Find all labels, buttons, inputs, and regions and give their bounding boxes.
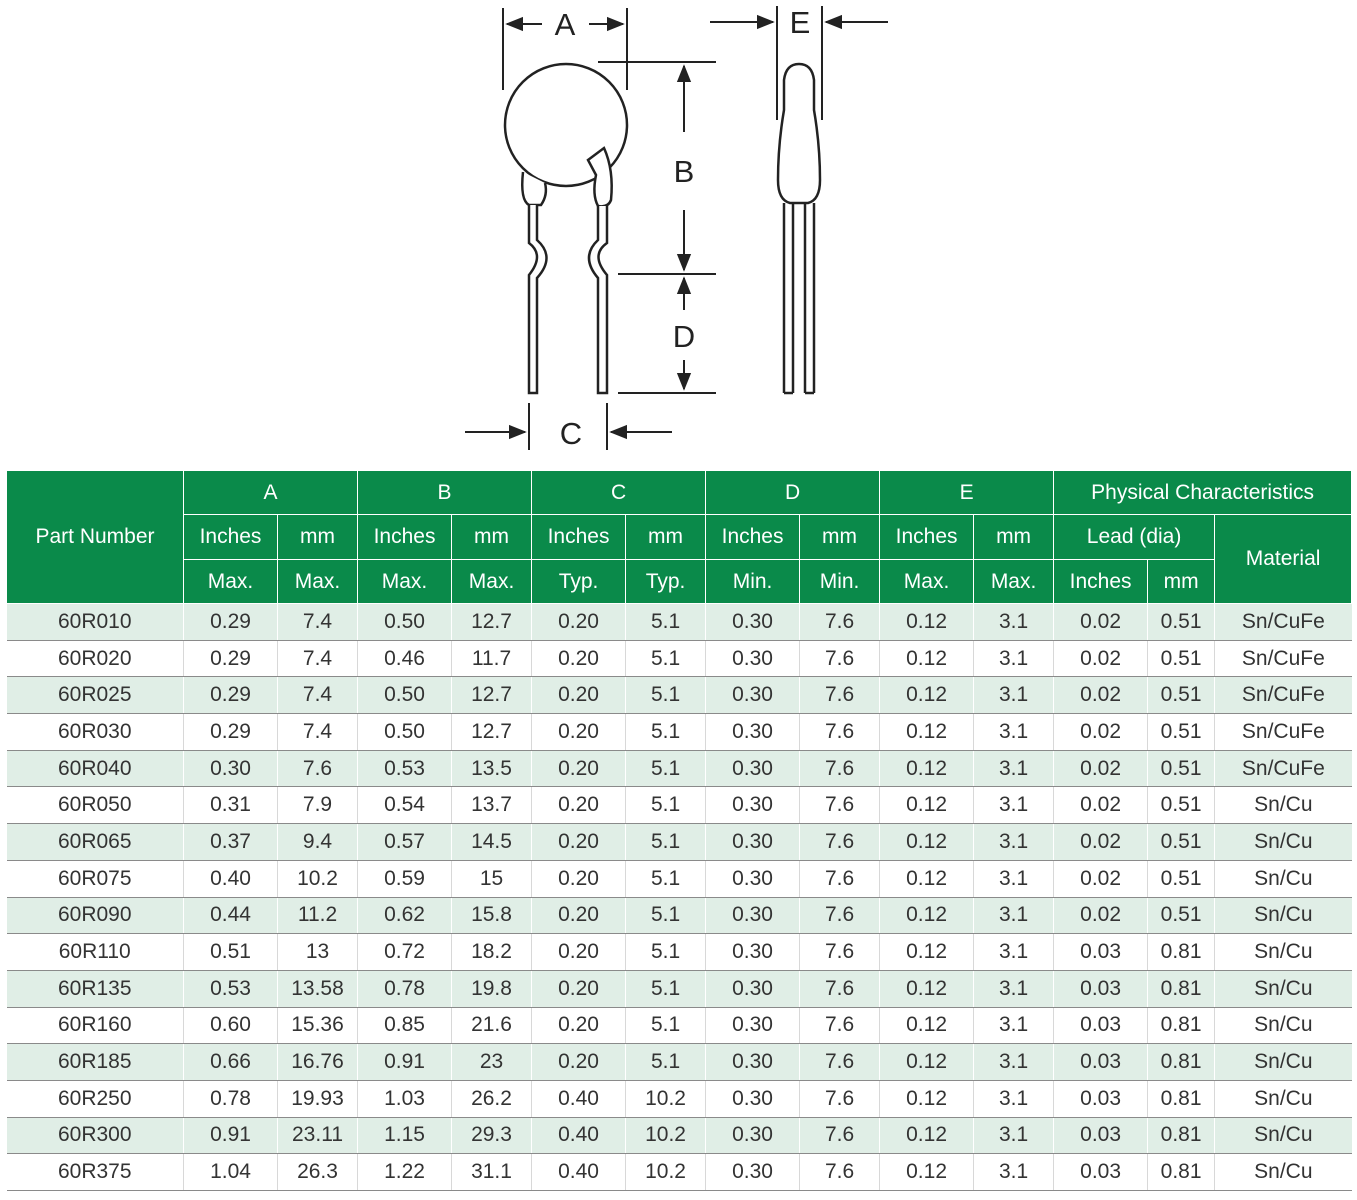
table-cell: 7.6	[800, 750, 880, 787]
header-limit: Max.	[278, 560, 358, 604]
table-row	[7, 1117, 1352, 1154]
table-cell: 3.1	[974, 897, 1054, 934]
table-cell: 0.20	[532, 787, 626, 824]
table-cell: 0.20	[532, 604, 626, 641]
table-cell: 0.30	[706, 640, 800, 677]
table-cell: 0.51	[1148, 677, 1215, 714]
part-number-cell: 60R110	[7, 934, 184, 971]
table-cell: 0.12	[880, 934, 974, 971]
table-cell: 0.30	[706, 677, 800, 714]
header-lead-unit: Inches	[1054, 560, 1148, 604]
table-cell: 0.50	[358, 677, 452, 714]
table-cell: 0.37	[184, 824, 278, 861]
table-cell: 5.1	[626, 860, 706, 897]
part-number-cell: 60R040	[7, 750, 184, 787]
table-cell: 7.4	[278, 677, 358, 714]
table-cell: 0.03	[1054, 1044, 1148, 1081]
table-cell: 0.29	[184, 714, 278, 751]
table-cell: 15.36	[278, 1007, 358, 1044]
table-cell: 19.93	[278, 1080, 358, 1117]
table-cell: 0.20	[532, 970, 626, 1007]
header-unit: Inches	[706, 515, 800, 560]
header-limit: Max.	[452, 560, 532, 604]
table-cell: 0.12	[880, 787, 974, 824]
table-cell: 0.20	[532, 934, 626, 971]
table-cell: 7.4	[278, 640, 358, 677]
table-cell: 0.02	[1054, 604, 1148, 641]
table-cell: 0.40	[532, 1080, 626, 1117]
table-cell: 0.59	[358, 860, 452, 897]
table-row	[7, 714, 1352, 751]
component-dimension-drawing	[0, 0, 1357, 470]
table-cell: 0.03	[1054, 970, 1148, 1007]
header-unit: Inches	[358, 515, 452, 560]
table-cell: 5.1	[626, 640, 706, 677]
header-part-number: Part Number	[7, 471, 184, 604]
header-limit: Min.	[706, 560, 800, 604]
table-cell: 7.4	[278, 604, 358, 641]
table-cell: 5.1	[626, 1007, 706, 1044]
side-view-body	[778, 64, 820, 203]
table-cell: 13.7	[452, 787, 532, 824]
table-cell: 0.30	[706, 750, 800, 787]
table-cell: 0.12	[880, 1154, 974, 1191]
table-cell: 12.7	[452, 714, 532, 751]
table-cell: Sn/CuFe	[1215, 750, 1352, 787]
table-cell: 5.1	[626, 714, 706, 751]
table-cell: Sn/CuFe	[1215, 604, 1352, 641]
table-cell: 29.3	[452, 1117, 532, 1154]
table-cell: Sn/Cu	[1215, 934, 1352, 971]
table-cell: 18.2	[452, 934, 532, 971]
table-cell: 0.62	[358, 897, 452, 934]
table-cell: 10.2	[626, 1117, 706, 1154]
table-cell: 0.81	[1148, 970, 1215, 1007]
table-cell: 3.1	[974, 677, 1054, 714]
table-cell: 5.1	[626, 677, 706, 714]
part-number-cell: 60R300	[7, 1117, 184, 1154]
table-cell: 0.30	[706, 1080, 800, 1117]
table-cell: Sn/Cu	[1215, 897, 1352, 934]
table-cell: 0.30	[706, 1117, 800, 1154]
header-group-d: D	[706, 471, 880, 515]
table-cell: Sn/CuFe	[1215, 677, 1352, 714]
header-group-a: A	[184, 471, 358, 515]
table-cell: 7.6	[800, 897, 880, 934]
table-cell: 0.20	[532, 640, 626, 677]
table-cell: 23	[452, 1044, 532, 1081]
table-cell: 0.66	[184, 1044, 278, 1081]
table-cell: 1.22	[358, 1154, 452, 1191]
table-row	[7, 897, 1352, 934]
table-cell: 0.30	[706, 787, 800, 824]
table-cell: 3.1	[974, 640, 1054, 677]
header-limit: Max.	[358, 560, 452, 604]
table-cell: 7.6	[800, 1117, 880, 1154]
table-cell: Sn/Cu	[1215, 860, 1352, 897]
table-cell: 0.51	[1148, 604, 1215, 641]
table-cell: 0.50	[358, 604, 452, 641]
table-cell: 7.6	[800, 787, 880, 824]
table-cell: 0.30	[706, 934, 800, 971]
table-cell: 11.2	[278, 897, 358, 934]
table-cell: 0.30	[706, 1007, 800, 1044]
table-cell: 0.51	[1148, 897, 1215, 934]
header-lead-unit: mm	[1148, 560, 1215, 604]
table-cell: 5.1	[626, 970, 706, 1007]
table-cell: Sn/CuFe	[1215, 640, 1352, 677]
part-number-cell: 60R025	[7, 677, 184, 714]
table-row	[7, 604, 1352, 641]
table-cell: 3.1	[974, 970, 1054, 1007]
table-row	[7, 824, 1352, 861]
table-cell: 19.8	[452, 970, 532, 1007]
table-cell: Sn/Cu	[1215, 824, 1352, 861]
table-cell: 1.04	[184, 1154, 278, 1191]
table-cell: 0.12	[880, 1007, 974, 1044]
table-cell: 15	[452, 860, 532, 897]
table-cell: 0.02	[1054, 824, 1148, 861]
table-cell: 7.6	[800, 1080, 880, 1117]
table-cell: 0.51	[1148, 860, 1215, 897]
table-cell: 0.40	[532, 1154, 626, 1191]
table-cell: 0.30	[706, 604, 800, 641]
table-cell: 7.6	[800, 604, 880, 641]
part-number-cell: 60R010	[7, 604, 184, 641]
part-number-cell: 60R050	[7, 787, 184, 824]
header-lead-dia: Lead (dia)	[1054, 515, 1215, 560]
header-unit: mm	[800, 515, 880, 560]
header-limit: Max.	[184, 560, 278, 604]
header-unit: mm	[626, 515, 706, 560]
table-cell: 0.85	[358, 1007, 452, 1044]
table-cell: 7.6	[800, 714, 880, 751]
table-cell: 0.78	[358, 970, 452, 1007]
table-cell: 3.1	[974, 1080, 1054, 1117]
table-cell: 5.1	[626, 897, 706, 934]
header-group-b: B	[358, 471, 532, 515]
header-group-c: C	[532, 471, 706, 515]
header-material: Material	[1215, 515, 1352, 604]
table-cell: Sn/Cu	[1215, 1044, 1352, 1081]
table-cell: 0.20	[532, 897, 626, 934]
table-cell: 5.1	[626, 824, 706, 861]
table-cell: 0.20	[532, 1044, 626, 1081]
table-row	[7, 934, 1352, 971]
table-cell: 0.30	[706, 714, 800, 751]
table-cell: 0.03	[1054, 1007, 1148, 1044]
table-cell: 0.30	[184, 750, 278, 787]
table-cell: 0.53	[358, 750, 452, 787]
table-row	[7, 970, 1352, 1007]
table-cell: 0.02	[1054, 640, 1148, 677]
table-cell: 5.1	[626, 604, 706, 641]
table-row	[7, 1044, 1352, 1081]
right-lead	[589, 206, 607, 393]
part-number-cell: 60R075	[7, 860, 184, 897]
header-limit: Max.	[880, 560, 974, 604]
table-cell: 0.20	[532, 750, 626, 787]
dimension-label-d: D	[672, 319, 696, 354]
table-cell: 0.60	[184, 1007, 278, 1044]
header-unit: mm	[278, 515, 358, 560]
table-cell: 0.12	[880, 1044, 974, 1081]
part-number-cell: 60R160	[7, 1007, 184, 1044]
table-cell: 12.7	[452, 604, 532, 641]
part-number-cell: 60R090	[7, 897, 184, 934]
table-cell: 0.02	[1054, 897, 1148, 934]
table-cell: 14.5	[452, 824, 532, 861]
table-cell: 0.12	[880, 604, 974, 641]
table-cell: 0.29	[184, 677, 278, 714]
table-cell: 0.20	[532, 860, 626, 897]
table-cell: 0.12	[880, 824, 974, 861]
header-group-e: E	[880, 471, 1054, 515]
table-cell: 0.12	[880, 1117, 974, 1154]
table-cell: 0.29	[184, 640, 278, 677]
table-cell: 7.6	[800, 824, 880, 861]
table-cell: 0.91	[358, 1044, 452, 1081]
table-cell: 0.12	[880, 640, 974, 677]
header-unit: mm	[974, 515, 1054, 560]
table-cell: 0.30	[706, 970, 800, 1007]
table-body	[7, 604, 1352, 1191]
table-cell: 0.29	[184, 604, 278, 641]
table-cell: 1.03	[358, 1080, 452, 1117]
table-cell: 0.12	[880, 750, 974, 787]
table-cell: 26.3	[278, 1154, 358, 1191]
table-cell: Sn/Cu	[1215, 1007, 1352, 1044]
table-cell: Sn/Cu	[1215, 1117, 1352, 1154]
header-limit: Max.	[974, 560, 1054, 604]
table-cell: 0.12	[880, 1080, 974, 1117]
table-cell: 0.51	[1148, 640, 1215, 677]
table-cell: 10.2	[626, 1080, 706, 1117]
table-cell: 0.46	[358, 640, 452, 677]
table-cell: 0.78	[184, 1080, 278, 1117]
part-number-cell: 60R020	[7, 640, 184, 677]
table-cell: 0.31	[184, 787, 278, 824]
table-cell: 3.1	[974, 787, 1054, 824]
table-cell: 3.1	[974, 1117, 1054, 1154]
table-cell: 7.4	[278, 714, 358, 751]
table-cell: 0.53	[184, 970, 278, 1007]
table-cell: 16.76	[278, 1044, 358, 1081]
table-cell: 7.6	[800, 677, 880, 714]
table-cell: 0.20	[532, 677, 626, 714]
table-cell: 5.1	[626, 934, 706, 971]
table-cell: 0.51	[184, 934, 278, 971]
table-cell: 0.20	[532, 1007, 626, 1044]
table-cell: 13.5	[452, 750, 532, 787]
table-cell: 0.12	[880, 677, 974, 714]
table-cell: Sn/Cu	[1215, 970, 1352, 1007]
table-cell: 0.30	[706, 860, 800, 897]
part-number-cell: 60R135	[7, 970, 184, 1007]
header-unit: Inches	[532, 515, 626, 560]
header-unit: Inches	[880, 515, 974, 560]
dimension-label-a: A	[554, 7, 576, 42]
table-cell: 0.02	[1054, 750, 1148, 787]
table-cell: 7.6	[800, 1154, 880, 1191]
table-cell: 0.12	[880, 970, 974, 1007]
part-number-cell: 60R375	[7, 1154, 184, 1191]
table-cell: 0.81	[1148, 1117, 1215, 1154]
dimension-label-e: E	[789, 5, 811, 40]
table-cell: 3.1	[974, 934, 1054, 971]
table-cell: 0.03	[1054, 1117, 1148, 1154]
table-cell: 0.20	[532, 714, 626, 751]
header-unit: Inches	[184, 515, 278, 560]
table-cell: 0.91	[184, 1117, 278, 1154]
table-row	[7, 1080, 1352, 1117]
table-cell: 0.81	[1148, 1080, 1215, 1117]
table-cell: 0.03	[1054, 934, 1148, 971]
table-cell: 0.20	[532, 824, 626, 861]
table-cell: 5.1	[626, 750, 706, 787]
dimension-label-c: C	[559, 416, 583, 451]
table-cell: 0.12	[880, 714, 974, 751]
table-row	[7, 677, 1352, 714]
table-cell: 0.81	[1148, 1044, 1215, 1081]
table-cell: 3.1	[974, 714, 1054, 751]
table-cell: 9.4	[278, 824, 358, 861]
table-cell: 0.02	[1054, 787, 1148, 824]
header-physical-characteristics: Physical Characteristics	[1054, 471, 1352, 515]
header-limit: Typ.	[532, 560, 626, 604]
table-row	[7, 640, 1352, 677]
table-cell: 0.30	[706, 1044, 800, 1081]
table-cell: 3.1	[974, 1044, 1054, 1081]
table-cell: 0.02	[1054, 714, 1148, 751]
table-cell: 5.1	[626, 787, 706, 824]
table-cell: 0.03	[1054, 1080, 1148, 1117]
header-limit: Min.	[800, 560, 880, 604]
table-cell: 7.6	[800, 1007, 880, 1044]
table-row	[7, 787, 1352, 824]
table-cell: 0.81	[1148, 1007, 1215, 1044]
table-cell: 13	[278, 934, 358, 971]
table-cell: 0.02	[1054, 677, 1148, 714]
part-number-cell: 60R250	[7, 1080, 184, 1117]
table-cell: 11.7	[452, 640, 532, 677]
table-cell: 7.6	[278, 750, 358, 787]
table-cell: 3.1	[974, 750, 1054, 787]
table-cell: 7.6	[800, 970, 880, 1007]
table-cell: 0.51	[1148, 787, 1215, 824]
table-cell: 7.6	[800, 640, 880, 677]
table-cell: 0.03	[1054, 1154, 1148, 1191]
table-cell: 23.11	[278, 1117, 358, 1154]
table-cell: 0.02	[1054, 860, 1148, 897]
table-cell: 0.44	[184, 897, 278, 934]
table-cell: 0.54	[358, 787, 452, 824]
table-cell: 1.15	[358, 1117, 452, 1154]
part-number-cell: 60R185	[7, 1044, 184, 1081]
dimensions-table	[6, 470, 1352, 1191]
table-cell: 0.72	[358, 934, 452, 971]
table-cell: 3.1	[974, 1007, 1054, 1044]
table-cell: 0.81	[1148, 1154, 1215, 1191]
left-lead	[529, 205, 547, 393]
table-cell: 0.12	[880, 860, 974, 897]
table-cell: 15.8	[452, 897, 532, 934]
table-cell: 10.2	[278, 860, 358, 897]
part-number-cell: 60R065	[7, 824, 184, 861]
table-cell: 10.2	[626, 1154, 706, 1191]
header-unit: mm	[452, 515, 532, 560]
table-cell: 0.51	[1148, 714, 1215, 751]
table-cell: 0.12	[880, 897, 974, 934]
table-cell: 0.30	[706, 1154, 800, 1191]
dimension-label-b: B	[673, 154, 695, 189]
table-row	[7, 1007, 1352, 1044]
table-row	[7, 860, 1352, 897]
table-cell: 0.40	[532, 1117, 626, 1154]
table-cell: 0.57	[358, 824, 452, 861]
table-cell: 12.7	[452, 677, 532, 714]
table-cell: 7.9	[278, 787, 358, 824]
table-cell: Sn/CuFe	[1215, 714, 1352, 751]
table-row	[7, 750, 1352, 787]
table-cell: 3.1	[974, 604, 1054, 641]
table-cell: 31.1	[452, 1154, 532, 1191]
table-cell: 0.51	[1148, 824, 1215, 861]
part-number-cell: 60R030	[7, 714, 184, 751]
header-limit: Typ.	[626, 560, 706, 604]
table-cell: 0.51	[1148, 750, 1215, 787]
table-cell: 0.50	[358, 714, 452, 751]
table-cell: 7.6	[800, 860, 880, 897]
table-cell: Sn/Cu	[1215, 1080, 1352, 1117]
table-cell: 0.30	[706, 824, 800, 861]
table-cell: 0.30	[706, 897, 800, 934]
table-cell: 3.1	[974, 860, 1054, 897]
table-cell: 26.2	[452, 1080, 532, 1117]
table-cell: 3.1	[974, 824, 1054, 861]
table-cell: 5.1	[626, 1044, 706, 1081]
table-cell: Sn/Cu	[1215, 1154, 1352, 1191]
table-cell: 0.40	[184, 860, 278, 897]
table-cell: 3.1	[974, 1154, 1054, 1191]
table-cell: 0.81	[1148, 934, 1215, 971]
table-cell: 7.6	[800, 1044, 880, 1081]
table-row	[7, 1154, 1352, 1191]
table-cell: 21.6	[452, 1007, 532, 1044]
table-cell: 13.58	[278, 970, 358, 1007]
table-cell: Sn/Cu	[1215, 787, 1352, 824]
table-cell: 7.6	[800, 934, 880, 971]
